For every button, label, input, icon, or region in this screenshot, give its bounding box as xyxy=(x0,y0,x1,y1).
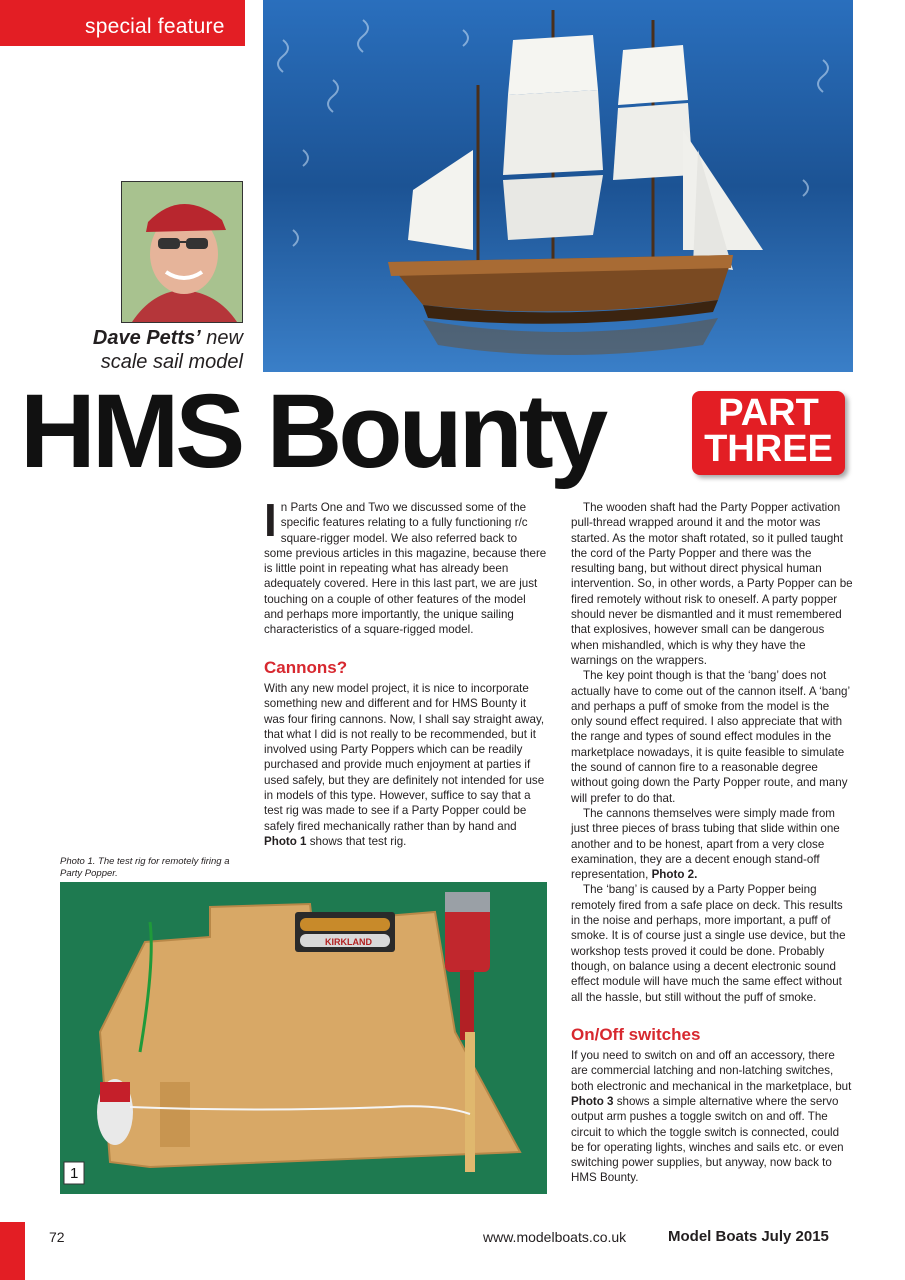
cannons-text: With any new model project, it is nice to incorporate something new and different and for HMS Bounty it was four firing cannons. Now, I shall say straight away, that what I did is not really to be recommended, but it involved using Party Poppers which can be readily purchased and provide much enjoyment at parties if used safely, but they are definitely not intended for use in models of this type. However, suffice to say that a test rig was made to see if a Party Popper could be safely fired mechanically rather than by hand and xyxy=(264,681,545,833)
part-badge-line1: PART xyxy=(718,392,819,434)
article-column-2 xyxy=(571,500,853,1186)
article-column-1 xyxy=(264,494,548,849)
author-portrait xyxy=(121,181,243,323)
intro-paragraph xyxy=(264,494,548,638)
footer-tab xyxy=(0,1222,25,1280)
intro-text: n Parts One and Two we discussed some of the specific features relating to a fully functioning r/c square-rigger model. We also referred back to some previous articles in this magazine, because there is little point in repeating what has already been adequately covered. Here in this last part, we are just touching on a couple of other features of the model and perhaps more importantly, the unique sailing characteristics of a square-rigged model. xyxy=(264,501,547,637)
heading-on-off-switches: On/Off switches xyxy=(571,1024,701,1044)
section-label: special feature xyxy=(85,15,225,38)
part-badge xyxy=(692,391,845,475)
photo-1-test-rig xyxy=(60,882,547,1194)
switches-paragraph xyxy=(571,1048,853,1186)
cannons-text-end: shows that test rig. xyxy=(306,834,407,848)
hero-photo-ship xyxy=(263,0,853,372)
cannons-paragraph xyxy=(264,681,548,849)
part-badge-line2: THREE xyxy=(704,428,833,470)
col2-paragraph-2: The key point though is that the ‘bang’ does not actually have to come out of the cannon itself. A ‘bang’ and perhaps a puff of smoke from the model is the only sound effect required. I also appreciate that with the range and types of sound effect modules in the marketplace nowadays, it is quite feasible to simulate the sound of cannon fire to a reasonable degree without going down the Party Popper route, and many will prefer to do that. xyxy=(571,669,850,805)
heading-cannons: Cannons? xyxy=(264,657,348,677)
author-portrait-illustration xyxy=(122,182,242,322)
photo-1-ref: Photo 1 xyxy=(264,834,307,848)
ship-illustration xyxy=(263,0,853,372)
section-tab xyxy=(0,0,245,46)
article-title: HMS Bounty xyxy=(20,373,605,490)
photo-1-caption: Photo 1. The test rig for remotely firing a Party Popper. xyxy=(60,856,230,879)
col2-paragraph-3 xyxy=(571,806,853,882)
photo-1-number: 1 xyxy=(70,1165,79,1182)
battery-label: KIRKLAND xyxy=(325,937,372,947)
col2-paragraph-3-text: The cannons themselves were simply made from just three pieces of brass tubing that slide within one another and to be honest, apart from a very close examination, they are a decent enough stand-off representation, xyxy=(571,806,840,882)
col2-paragraph-1: The wooden shaft had the Party Popper activation pull-thread wrapped around it and the motor was started. As the motor shaft rotated, so it pulled taught the cord of the Party Popper and there was the resulting bang, but without direct physical human intervention. So, in other words, a Party Popper can be fired remotely without risk to oneself. A party popper should never be dismantled and it must remembered that explosives, however small can be dangerous when mishandled, which is why they have the warnings on the wrappers. xyxy=(571,501,853,667)
footer-url: www.modelboats.co.uk xyxy=(483,1229,627,1245)
magazine-issue: Model Boats July 2015 xyxy=(668,1228,829,1245)
photo-2-ref: Photo 2. xyxy=(651,868,698,882)
page-number: 72 xyxy=(49,1229,65,1245)
drop-cap: I xyxy=(264,494,277,546)
byline xyxy=(43,326,243,374)
switches-text-end: shows a simple alternative where the servo output arm pushes a toggle switch on and off. The circuit to which the toggle switch is connected, could be for operating lights, winches and sails etc. or even switching power supplies, but anyway, now back to HMS Bounty. xyxy=(571,1094,844,1185)
byline-rest-1: new xyxy=(200,327,243,349)
switches-text: If you need to switch on and off an accessory, there are commercial latching and non-latching switches, both electronic and mechanical in the marketplace, but xyxy=(571,1049,852,1093)
photo-3-ref: Photo 3 xyxy=(571,1094,614,1108)
test-rig-illustration xyxy=(60,882,547,1194)
byline-author: Dave Petts’ xyxy=(92,327,201,349)
col2-paragraph-4: The ‘bang’ is caused by a Party Popper being remotely fired from a safe place on deck. This results in the noise and perhaps, more important, a puff of smoke. It is of course just a single use device, but the workshop tests proved it could be done. Probably though, on balance using a decent electronic sound effect module will have much the same effect without all the hassle, but still without the puff of smoke. xyxy=(571,883,846,1004)
byline-rest-2: scale sail model xyxy=(100,351,243,373)
